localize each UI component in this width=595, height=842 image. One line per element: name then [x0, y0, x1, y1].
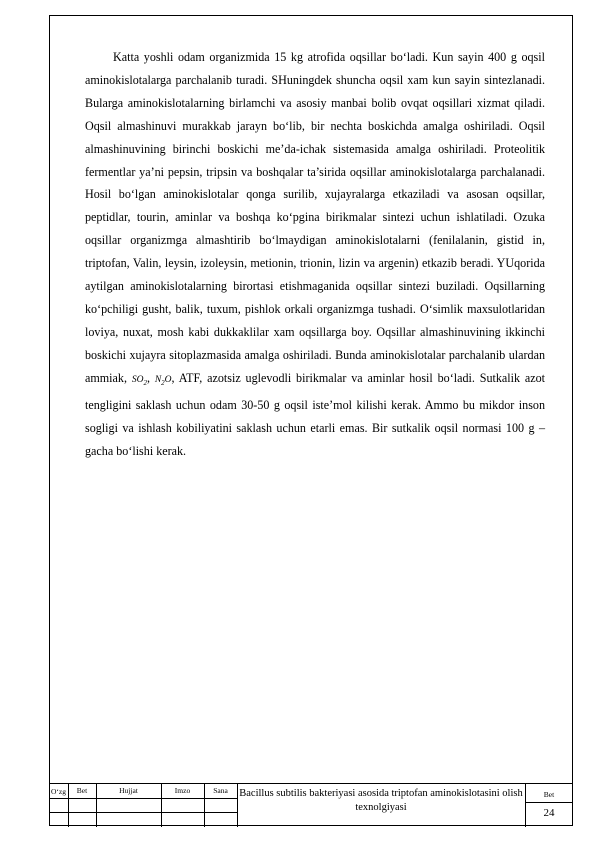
page-number: 24: [543, 807, 555, 819]
document-body: [85, 46, 545, 463]
stamp-col-hujjat: Hujjat: [119, 786, 138, 795]
formula-separator: ,: [146, 370, 150, 385]
stamp-col-sana: Sana: [213, 786, 228, 795]
stamp-col-imzo: Imzo: [174, 786, 191, 795]
main-paragraph: [85, 46, 545, 463]
paragraph-text: Katta yoshli odam organizmida 15 kg atrofida oqsillar bo‘ladi. Kun sayin 400 g oqsil aminokislotalarga parchalanib turadi. SHuningdek shuncha oqsil xam kun sayin sintezlanadi. Bularga aminokislotalarning birlamchi va asosiy manbai bolib ovqat oqsillari xizmat qiladi. Oqsil almashinuvi murakkab jarayn bo‘lib, bir nechta boskichda amalga oshiriladi. Oqsil almashinuvining birinchi boskichi me’da-ichak sistemasida amalga oshiriladi. Proteolitik fermentlar ya’ni pepsin, tripsin va boshqalar ta’sirida oqsillar aminokislotalarga parchalanadi. Hosil bo‘lgan aminokislotalar qonga surilib, xujayralarga etkaziladi va asosan oqsillar, peptidlar, tourin, aminlar va boshqa ko‘pgina birikmalar sintezi uchun ishlatiladi. Ozuka oqsillar organizmga almashtirib bo‘lmaydigan aminokislotalarni (fenilalanin, gistid in, triptofan, Valin, leysin, izoleysin, metionin, trionin, lizin va argenin) etkazib beradi. YUqorida aytilgan aminokislotalarning birortasi etishmaganida oqsillar sintezi buziladi. Oqsillarning ko‘pchiligi gusht, balik, tuxum, pishlok orkali organizmga tushadi. O‘simlik maxsulotlaridan loviya, nuxat, mosh kabi dukkaklilar xam oqsillarga boy. Oqsillar almashinuvining ikkinchi boskichi xujayra sitoplazmasida amalga oshiriladi. Bunda aminokislotalar parchalanib ulardan ammiak,: [85, 50, 545, 385]
document-title: Bacillus subtilis bakteriyasi asosida triptofan aminokislotasini olish texnolgiyasi: [239, 788, 523, 813]
title-block: [49, 783, 573, 827]
page-label: Bet: [543, 790, 555, 799]
stamp-col-bet: Bet: [76, 786, 88, 795]
stamp-col-ozg: O‘zg: [51, 787, 66, 796]
stamp-page-divider: [525, 802, 573, 803]
formula-so2: $SO_2$: [131, 374, 147, 387]
stamp-row-divider: [49, 812, 237, 813]
stamp-row-divider: [49, 798, 237, 799]
paragraph-text-continued: , ATF, azotsiz uglevodli birikmalar va aminlar hosil bo‘ladi. Sutkalik azot tengligini saklash uchun odam 30-50 g oqsil iste’mol kilishi kerak. Ammo bu mikdor inson sogligi va ishlash kobiliyatini saklash uchun etarli emas. Bir sutkalik oqsil normasi 100 g – gacha bo‘lishi kerak.: [85, 370, 546, 459]
formula-n2o: $N_2O$: [154, 374, 172, 387]
